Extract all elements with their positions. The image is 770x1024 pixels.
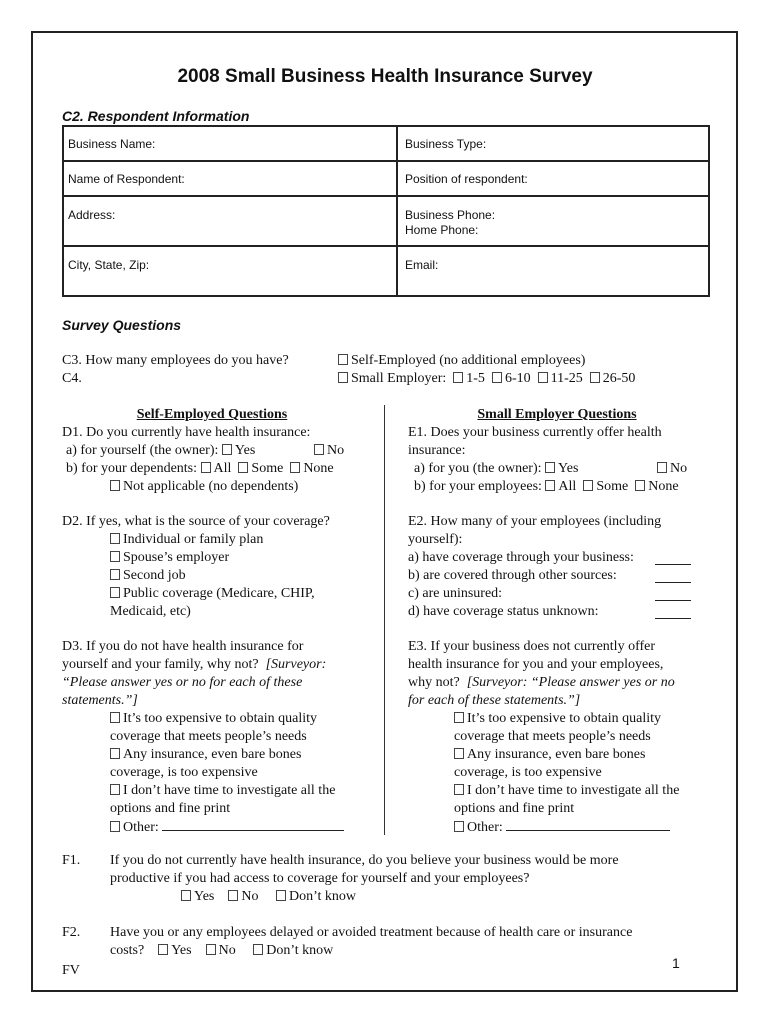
f1-number: F1. xyxy=(62,853,81,868)
e3-opt: It’s too expensive to obtain quality xyxy=(454,710,661,728)
respondent-table xyxy=(62,125,710,297)
c4-options: Small Employer: 1-5 6-10 11-25 26-50 xyxy=(338,370,635,388)
e2-b-input[interactable] xyxy=(655,570,691,583)
d1-a-no: No xyxy=(314,442,344,460)
checkbox-icon[interactable] xyxy=(276,890,286,901)
e2-c: c) are uninsured: xyxy=(408,586,503,601)
e3-opt: Any insurance, even bare bones xyxy=(454,746,645,764)
checkbox-icon[interactable] xyxy=(338,372,348,383)
checkbox-icon[interactable] xyxy=(110,821,120,832)
question-c3: C3. How many employees do you have? xyxy=(62,353,289,368)
checkbox-icon[interactable] xyxy=(201,462,211,473)
respondent-name-field[interactable]: Name of Respondent: xyxy=(68,172,185,186)
home-phone-field[interactable]: Home Phone: xyxy=(405,223,479,237)
self-employed-heading: Self-Employed Questions xyxy=(136,407,288,422)
question-e1: E1. Does your business currently offer health xyxy=(408,425,662,440)
table-row-line xyxy=(62,195,710,197)
checkbox-icon[interactable] xyxy=(545,480,555,491)
question-d3: D3. If you do not have health insurance for xyxy=(62,639,304,654)
c3-option[interactable]: Self-Employed (no additional employees) xyxy=(338,352,585,370)
d2-opt-cont: Medicaid, etc) xyxy=(110,604,191,619)
f1-options: Yes No Don’t know xyxy=(181,888,356,906)
checkbox-icon[interactable] xyxy=(583,480,593,491)
e1-a-no: No xyxy=(657,460,687,478)
checkbox-icon[interactable] xyxy=(338,354,348,365)
e2-b: b) are covered through other sources: xyxy=(408,568,617,583)
respondent-position-field[interactable]: Position of respondent: xyxy=(405,172,528,186)
d3-opt-cont: coverage, is too expensive xyxy=(110,765,258,780)
checkbox-icon[interactable] xyxy=(110,712,120,723)
e2-d: d) have coverage status unknown: xyxy=(408,604,599,619)
small-employer-heading: Small Employer Questions xyxy=(477,407,637,422)
question-f1: If you do not currently have health insurance, do you believe your business would be more xyxy=(110,853,619,868)
checkbox-icon[interactable] xyxy=(110,480,120,491)
address-field[interactable]: Address: xyxy=(68,208,116,222)
column-divider xyxy=(384,405,385,835)
checkbox-icon[interactable] xyxy=(158,944,168,955)
checkbox-icon[interactable] xyxy=(538,372,548,383)
d3-other: Other: xyxy=(110,818,344,837)
checkbox-icon[interactable] xyxy=(290,462,300,473)
e2-d-input[interactable] xyxy=(655,606,691,619)
page-title: 2008 Small Business Health Insurance Survey xyxy=(177,66,593,87)
checkbox-icon[interactable] xyxy=(110,784,120,795)
d1-a: a) for yourself (the owner): Yes xyxy=(66,443,256,458)
checkbox-icon[interactable] xyxy=(110,551,120,562)
checkbox-icon[interactable] xyxy=(657,462,667,473)
d2-opt: Spouse’s employer xyxy=(110,549,229,567)
other-input-line[interactable] xyxy=(506,818,670,831)
e2-a: a) have coverage through your business: xyxy=(408,550,634,565)
checkbox-icon[interactable] xyxy=(492,372,502,383)
question-f1-line: productive if you had access to coverage for yourself and your employees? xyxy=(110,871,530,886)
table-divider xyxy=(396,125,398,297)
question-e2-line: yourself): xyxy=(408,532,463,547)
question-e3-line: health insurance for you and your employees, xyxy=(408,657,664,672)
checkbox-icon[interactable] xyxy=(238,462,248,473)
city-state-zip-field[interactable]: City, State, Zip: xyxy=(68,258,150,272)
fv-label: FV xyxy=(62,963,80,978)
e2-a-input[interactable] xyxy=(655,552,691,565)
page-number: 1 xyxy=(672,955,680,971)
d3-opt-cont: options and fine print xyxy=(110,801,231,816)
checkbox-icon[interactable] xyxy=(181,890,191,901)
section-heading-c2: C2. Respondent Information xyxy=(62,108,250,124)
e3-opt: I don’t have time to investigate all the xyxy=(454,782,679,800)
question-c4: C4. xyxy=(62,371,82,386)
question-d3-line: yourself and your family, why not? [Surveyor: xyxy=(62,657,327,672)
checkbox-icon[interactable] xyxy=(110,748,120,759)
question-e1-line: insurance: xyxy=(408,443,466,458)
d3-opt: It’s too expensive to obtain quality xyxy=(110,710,317,728)
question-e3: E3. If your business does not currently offer xyxy=(408,639,656,654)
checkbox-icon[interactable] xyxy=(454,784,464,795)
checkbox-icon[interactable] xyxy=(110,587,120,598)
checkbox-icon[interactable] xyxy=(454,748,464,759)
e3-opt-cont: coverage that meets people’s needs xyxy=(454,729,651,744)
d2-opt: Individual or family plan xyxy=(110,531,263,549)
checkbox-icon[interactable] xyxy=(454,821,464,832)
checkbox-icon[interactable] xyxy=(206,944,216,955)
checkbox-icon[interactable] xyxy=(453,372,463,383)
d2-opt: Public coverage (Medicare, CHIP, xyxy=(110,585,315,603)
e2-c-input[interactable] xyxy=(655,588,691,601)
checkbox-icon[interactable] xyxy=(545,462,555,473)
question-d3-line: “Please answer yes or no for each of these xyxy=(62,675,303,690)
checkbox-icon[interactable] xyxy=(253,944,263,955)
checkbox-icon[interactable] xyxy=(110,533,120,544)
d3-opt-cont: coverage that meets people’s needs xyxy=(110,729,307,744)
checkbox-icon[interactable] xyxy=(590,372,600,383)
question-e3-line: why not? [Surveyor: “Please answer yes or no xyxy=(408,675,675,690)
section-heading-survey: Survey Questions xyxy=(62,317,182,333)
business-name-field[interactable]: Business Name: xyxy=(68,137,156,151)
table-row-line xyxy=(62,160,710,162)
f2-number: F2. xyxy=(62,925,81,940)
question-e3-line: for each of these statements.”] xyxy=(408,693,581,708)
checkbox-icon[interactable] xyxy=(222,444,232,455)
question-d2: D2. If yes, what is the source of your coverage? xyxy=(62,514,330,529)
e1-b: b) for your employees: All Some None xyxy=(414,479,679,494)
checkbox-icon[interactable] xyxy=(228,890,238,901)
checkbox-icon[interactable] xyxy=(454,712,464,723)
question-e2: E2. How many of your employees (including xyxy=(408,514,662,529)
e3-other: Other: xyxy=(454,818,670,837)
table-row-line xyxy=(62,245,710,247)
e3-opt-cont: coverage, is too expensive xyxy=(454,765,602,780)
question-f2-line: costs? Yes No Don’t know xyxy=(110,943,334,958)
d3-opt: Any insurance, even bare bones xyxy=(110,746,301,764)
question-f2: Have you or any employees delayed or avoided treatment because of health care or insurance xyxy=(110,925,633,940)
question-d1: D1. Do you currently have health insurance: xyxy=(62,425,311,440)
other-input-line[interactable] xyxy=(162,818,344,831)
checkbox-icon[interactable] xyxy=(110,569,120,580)
checkbox-icon[interactable] xyxy=(314,444,324,455)
d1-na: Not applicable (no dependents) xyxy=(110,478,298,496)
d3-opt: I don’t have time to investigate all the xyxy=(110,782,335,800)
business-phone-field[interactable]: Business Phone: xyxy=(405,208,496,222)
d2-opt: Second job xyxy=(110,567,186,585)
e3-opt-cont: options and fine print xyxy=(454,801,575,816)
e1-a: a) for you (the owner): Yes xyxy=(414,461,579,476)
d1-b: b) for your dependents: All Some None xyxy=(66,461,334,476)
email-field[interactable]: Email: xyxy=(405,258,439,272)
question-d3-line: statements.”] xyxy=(62,693,138,708)
checkbox-icon[interactable] xyxy=(635,480,645,491)
business-type-field[interactable]: Business Type: xyxy=(405,137,487,151)
